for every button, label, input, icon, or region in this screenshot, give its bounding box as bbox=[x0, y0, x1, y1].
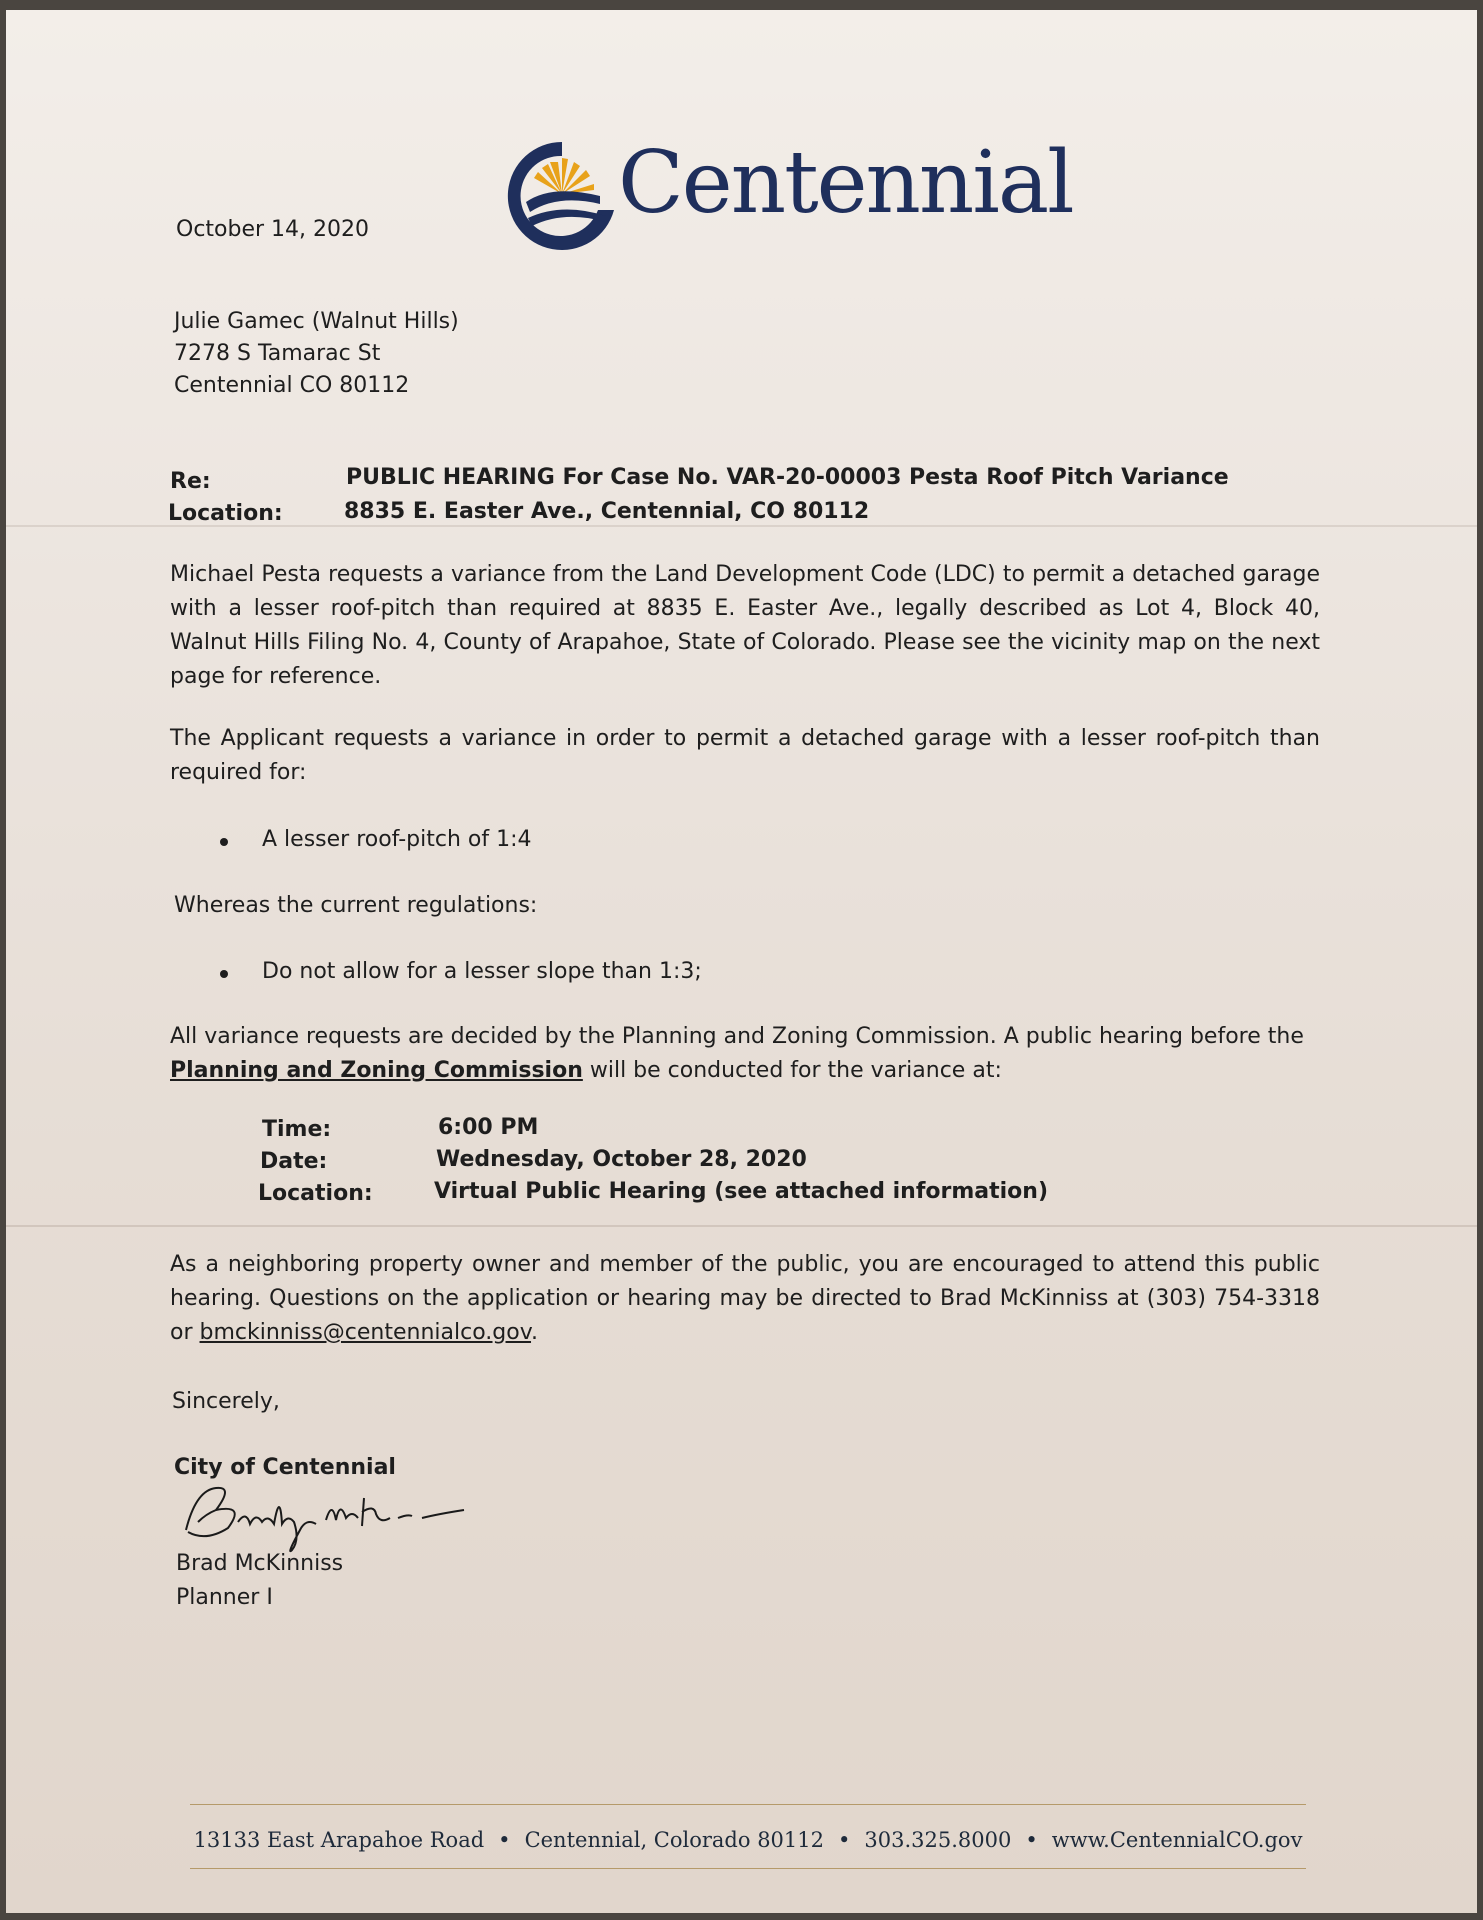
salutation: Sincerely, bbox=[172, 1389, 280, 1414]
footer-city: Centennial, Colorado 80112 bbox=[524, 1828, 824, 1852]
footer-separator: • bbox=[498, 1828, 511, 1852]
footer-separator: • bbox=[1025, 1828, 1038, 1852]
applicant-paragraph: The Applicant requests a variance in order to permit a detached garage with a lesser roof-pitch than required for: bbox=[170, 726, 1320, 785]
time-label: Time: bbox=[262, 1117, 332, 1142]
footer-phone: 303.325.8000 bbox=[864, 1828, 1012, 1852]
re-value: PUBLIC HEARING For Case No. VAR-20-00003 Pesta Roof Pitch Variance bbox=[346, 465, 1229, 490]
email-period: . bbox=[531, 1320, 539, 1345]
bullet-dot bbox=[220, 970, 228, 978]
hearing-location-value: Virtual Public Hearing (see attached information) bbox=[434, 1179, 1049, 1204]
commission-link[interactable]: Planning and Zoning Commission bbox=[170, 1058, 583, 1083]
regulations-intro: Whereas the current regulations: bbox=[174, 893, 538, 918]
logo-wordmark: Centennial bbox=[618, 133, 1073, 233]
hearing-location-label: Location: bbox=[258, 1181, 373, 1206]
footer bbox=[190, 1828, 1306, 1852]
contact-paragraph bbox=[170, 1248, 1320, 1350]
time-value: 6:00 PM bbox=[438, 1115, 539, 1140]
footer-rule-top bbox=[190, 1804, 1306, 1805]
footer-address: 13133 East Arapahoe Road bbox=[193, 1828, 485, 1852]
bullet-roof-pitch: A lesser roof-pitch of 1:4 bbox=[262, 827, 532, 852]
date-value: Wednesday, October 28, 2020 bbox=[436, 1147, 807, 1172]
recipient-city: Centennial CO 80112 bbox=[174, 373, 410, 398]
location-label: Location: bbox=[168, 501, 283, 526]
org-name: City of Centennial bbox=[174, 1455, 396, 1480]
bullet-slope: Do not allow for a lesser slope than 1:3; bbox=[262, 959, 702, 984]
centennial-logo bbox=[502, 128, 1073, 258]
recipient-street: 7278 S Tamarac St bbox=[174, 341, 381, 366]
fold-line bbox=[6, 1225, 1477, 1227]
date-label: Date: bbox=[260, 1149, 328, 1174]
footer-separator: • bbox=[838, 1828, 851, 1852]
recipient-name: Julie Gamec (Walnut Hills) bbox=[174, 309, 459, 334]
footer-website[interactable]: www.CentennialCO.gov bbox=[1051, 1828, 1303, 1852]
commission-paragraph bbox=[170, 1020, 1320, 1088]
location-value: 8835 E. Easter Ave., Centennial, CO 80112 bbox=[344, 499, 870, 524]
signer-name: Brad McKinniss bbox=[176, 1551, 344, 1576]
sunburst-c-logo-icon bbox=[502, 136, 622, 252]
re-label: Re: bbox=[170, 469, 211, 494]
signature bbox=[176, 1470, 466, 1560]
footer-rule-bottom bbox=[190, 1868, 1306, 1869]
contact-text: As a neighboring property owner and member of the public, you are encouraged to attend this public hearing. Questions on the application or hearing may be directed to Brad McKinniss at (303) 754-3318 or bbox=[170, 1252, 1320, 1345]
request-paragraph: Michael Pesta requests a variance from the Land Development Code (LDC) to permit a detached garage with a lesser roof-pitch than required at 8835 E. Easter Ave., legally described as Lot 4, Block 40, Walnut Hills Filing No. 4, County of Arapahoe, State of Colorado. Please see the vicinity map on the next page for reference. bbox=[170, 562, 1320, 689]
commission-text: All variance requests are decided by the Planning and Zoning Commission. A public hearing before the bbox=[170, 1024, 1304, 1049]
bullet-dot bbox=[220, 838, 228, 846]
letter-page bbox=[6, 10, 1477, 1913]
email-link[interactable]: bmckinniss@centennialco.gov bbox=[199, 1320, 532, 1345]
commission-text-end: will be conducted for the variance at: bbox=[582, 1058, 1002, 1083]
letter-date: October 14, 2020 bbox=[176, 217, 370, 242]
signer-title: Planner I bbox=[176, 1585, 273, 1610]
